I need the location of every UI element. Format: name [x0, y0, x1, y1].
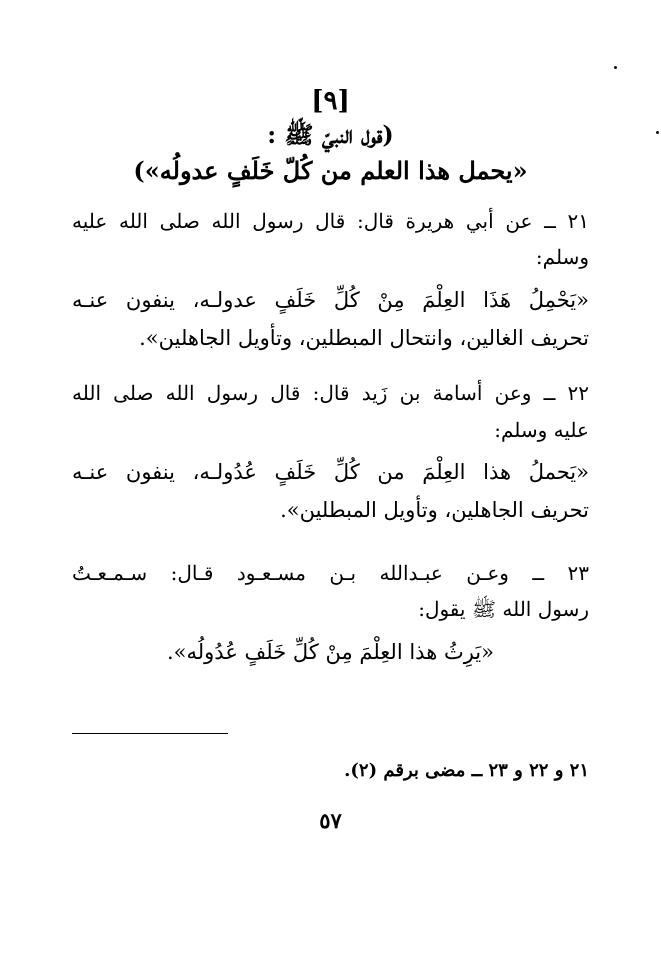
hadith-23-quote: «يَرِثُ هذا العِلْمَ مِنْ كُلِّ خَلَفٍ عُدُولُه».	[166, 640, 494, 664]
hadith-23-intro-line-1: ٢٣ ــ وعـن عبـدالله بـن مسـعـود قـال: سـمـعـتُ	[72, 561, 589, 585]
hadith-21-quote-line-2: تحريف الغالين، وانتحال المبطلين، وتأويل الجاهلين».	[139, 326, 589, 350]
chapter-title-line-2: «يحمل هذا العلم من كُلّ خَلَفٍ عدولُه»)	[133, 156, 528, 185]
footnote: ٢١ و ٢٢ و ٢٣ ــ مضى برقم (٢).	[344, 760, 589, 781]
page-number: ٥٧	[319, 808, 342, 833]
hadith-22-intro-line-1: ٢٢ ــ وعن أسامة بن زَيد قال: قال رسول الله صلى الله	[72, 381, 589, 405]
hadith-22-quote-line-2: تحريف الجاهلين، وتأويل المبطلين».	[280, 498, 589, 522]
hadith-21-intro-line-2: وسلم:	[535, 245, 589, 269]
hadith-21-intro-line-1: ٢١ ــ عن أبي هريرة قال: قال رسول الله صلى الله عليه	[72, 209, 589, 233]
chapter-title-line-1: (قول النبيّ ﷺ :	[267, 120, 394, 149]
chapter-number: [٩]	[311, 86, 350, 116]
margin-speck	[614, 66, 617, 69]
hadith-22-intro-line-2: عليه وسلم:	[494, 418, 589, 442]
footnote-separator	[72, 733, 228, 734]
hadith-21-quote-line-1: «يَحْمِلُ هَذَا العِلْمَ مِنْ كُلِّ خَلَفٍ عدولـه، ينفون عنـه	[72, 288, 589, 312]
hadith-23-intro-line-2: رسول الله ﷺ يقول:	[418, 597, 589, 621]
hadith-22-quote-line-1: «يَحملُ هذا العِلْمَ من كُلِّ خَلَفٍ عُدُولـه، ينفون عنـه	[72, 460, 589, 484]
